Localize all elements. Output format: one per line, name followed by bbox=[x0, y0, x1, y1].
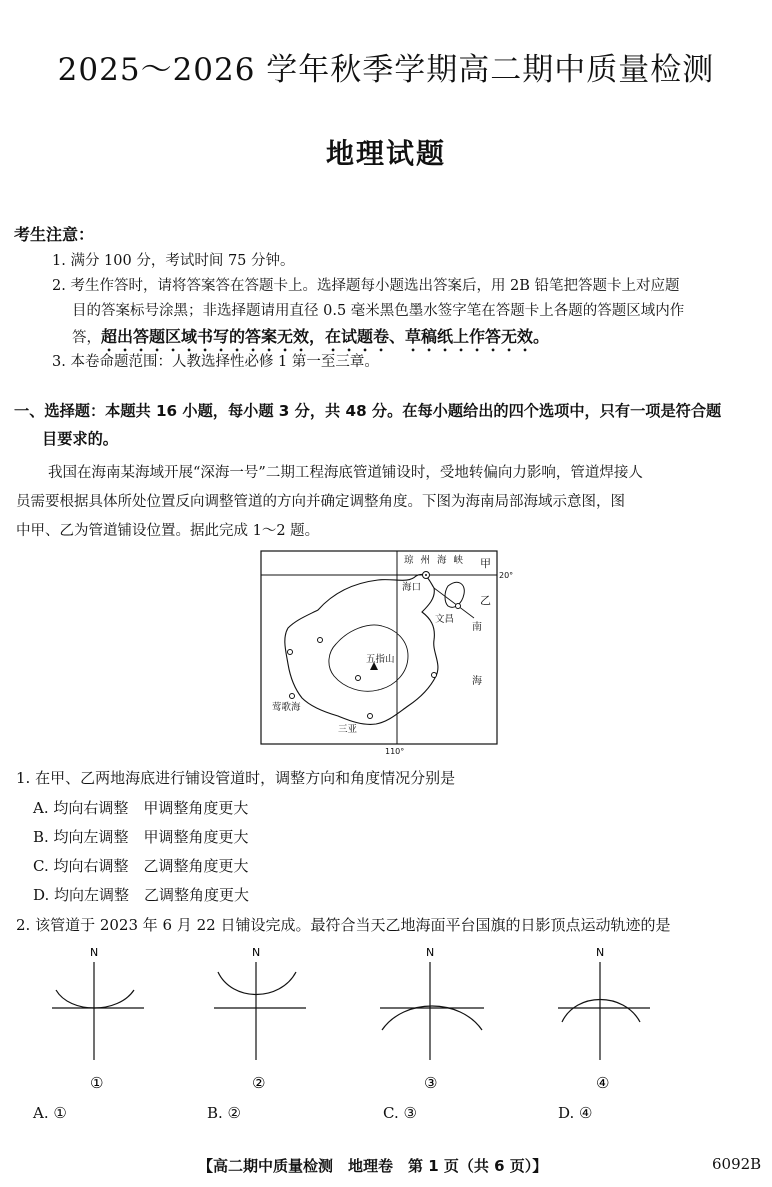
question-1-stem: 1. 在甲、乙两地海底进行铺设管道时，调整方向和角度情况分别是 bbox=[16, 769, 456, 787]
town-marker-1 bbox=[318, 638, 323, 643]
north-label-4: N bbox=[596, 946, 605, 959]
page-footer: 【高二期中质量检测 地理卷 第 1 页（共 6 页）】 bbox=[198, 1157, 548, 1175]
hainan-map bbox=[258, 548, 514, 758]
sanya-label: 三亚 bbox=[338, 724, 358, 735]
question-2-option-c[interactable]: C. ③ bbox=[383, 1104, 417, 1122]
shadow-trajectory-2 bbox=[218, 972, 296, 995]
shadow-diagram-2 bbox=[212, 942, 312, 1092]
island-coastline bbox=[285, 574, 438, 724]
notice-item-2-line-1: 2. 考生作答时，请将答案答在答题卡上。选择题每小题选出答案后，用 2B 铅笔把答题卡上对应题 bbox=[52, 278, 680, 294]
passage-line-3: 中甲、乙为管道铺设位置。据此完成 1～2 题。 bbox=[16, 523, 320, 539]
question-2-stem: 2. 该管道于 2023 年 6 月 22 日铺设完成。最符合当天乙地海面平台国旗的日影顶点运动轨迹的是 bbox=[16, 916, 671, 934]
shadow-diagram-4 bbox=[556, 942, 656, 1092]
north-label-1: N bbox=[90, 946, 99, 959]
town-marker-2 bbox=[288, 650, 293, 655]
question-2-option-a[interactable]: A. ① bbox=[33, 1104, 67, 1122]
shadow-trajectory-1 bbox=[56, 990, 134, 1008]
yinggehai-label: 莺歌海 bbox=[272, 702, 301, 713]
question-2-option-b[interactable]: B. ② bbox=[207, 1104, 242, 1122]
paper-code: 6092B bbox=[712, 1155, 762, 1173]
section-heading-line-2: 目要求的。 bbox=[42, 430, 118, 448]
north-label-2: N bbox=[252, 946, 261, 959]
notice-heading: 考生注意： bbox=[14, 225, 95, 244]
shadow-diagram-1 bbox=[50, 942, 150, 1092]
shadow-trajectory-4 bbox=[562, 1000, 640, 1023]
wuzhishan-label: 五指山 bbox=[366, 654, 395, 665]
wenchang-label: 文昌 bbox=[435, 614, 455, 625]
sea-label-sea: 海 bbox=[472, 676, 482, 687]
subject-title: 地理试题 bbox=[325, 137, 446, 170]
haikou-label: 海口 bbox=[402, 582, 422, 593]
north-label-3: N bbox=[426, 946, 435, 959]
diagram-label-3: ③ bbox=[424, 1074, 438, 1092]
strait-label: 琼 州 海 峡 bbox=[404, 555, 466, 566]
diagram-label-2: ② bbox=[252, 1074, 266, 1092]
notice-item-1: 1. 满分 100 分，考试时间 75 分钟。 bbox=[52, 253, 295, 269]
town-marker-3 bbox=[356, 676, 361, 681]
sanya-marker bbox=[368, 714, 373, 719]
sea-label-south: 南 bbox=[472, 622, 482, 633]
section-heading-line-1: 一、选择题：本题共 16 小题，每小题 3 分，共 48 分。在每小题给出的四个选项中，只有一项是符合题 bbox=[14, 402, 722, 420]
latitude-label: 20° bbox=[499, 571, 514, 580]
notice-item-2-line-2: 目的答案标号涂黑；非选择题请用直径 0.5 毫米黑色墨水签字笔在答题卡上各题的答题区域内作 bbox=[72, 303, 685, 319]
question-1-option-d[interactable]: D. 均向左调整 乙调整角度更大 bbox=[33, 886, 250, 904]
yinggehai-marker bbox=[290, 694, 295, 699]
yi-label: 乙 bbox=[480, 594, 491, 607]
jia-label: 甲 bbox=[480, 557, 491, 570]
diagram-label-4: ④ bbox=[596, 1074, 610, 1092]
longitude-label: 110° bbox=[385, 747, 405, 756]
question-1-option-b[interactable]: B. 均向左调整 甲调整角度更大 bbox=[33, 828, 249, 846]
exam-title: 2025～2026 学年秋季学期高二期中质量检测 bbox=[57, 52, 715, 88]
notice-emphasis-text: 超出答题区域书写的答案无效，在试题卷、草稿纸上作答无效。 bbox=[101, 327, 550, 346]
passage-line-2: 员需要根据具体所处位置反向调整管道的方向并确定调整角度。下图为海南局部海域示意图，图 bbox=[16, 494, 625, 510]
passage-line-1: 我国在海南某海域开展“深海一号”二期工程海底管道铺设时，受地转偏向力影响，管道焊接人 bbox=[48, 465, 643, 481]
shadow-diagram-3 bbox=[378, 942, 488, 1092]
question-1-option-a[interactable]: A. 均向右调整 甲调整角度更大 bbox=[33, 799, 249, 817]
notice-item-3: 3. 本卷命题范围：人教选择性必修 1 第一至三章。 bbox=[52, 354, 379, 370]
diagram-label-1: ① bbox=[90, 1074, 104, 1092]
shadow-trajectory-3 bbox=[382, 1006, 482, 1030]
town-marker-4 bbox=[432, 673, 437, 678]
question-2-option-d[interactable]: D. ④ bbox=[558, 1104, 593, 1122]
haikou-marker-dot bbox=[425, 574, 427, 576]
wenchang-marker bbox=[456, 604, 461, 609]
notice-item-2-line-3-prefix: 答， bbox=[72, 330, 101, 346]
question-1-option-c[interactable]: C. 均向右调整 乙调整角度更大 bbox=[33, 857, 249, 875]
